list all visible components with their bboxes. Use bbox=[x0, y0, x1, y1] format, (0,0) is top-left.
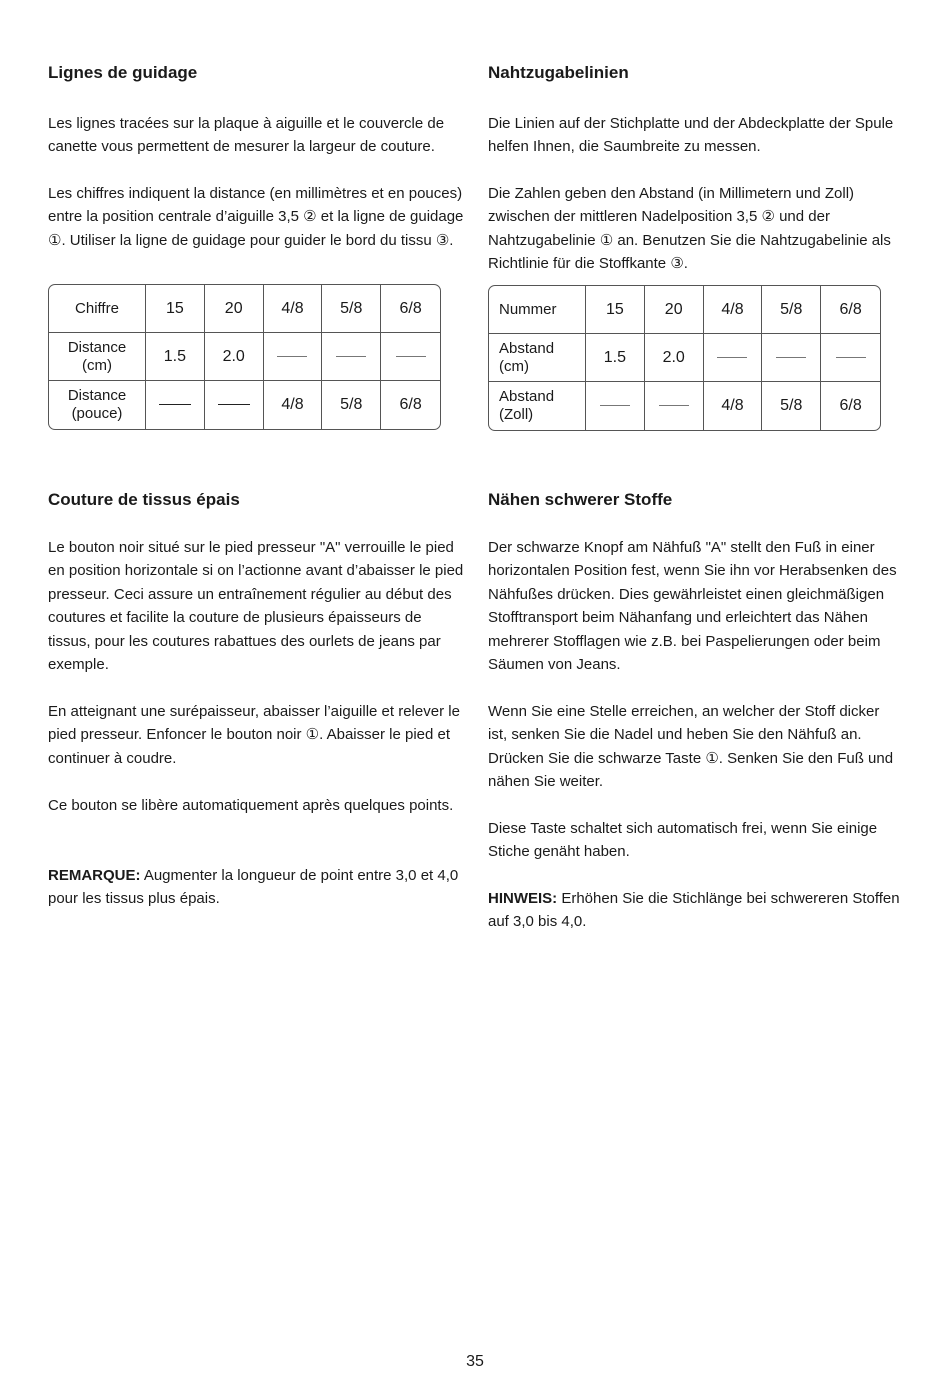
table-cell: Abstand (cm) bbox=[489, 334, 586, 382]
table-cell bbox=[762, 334, 821, 382]
table-cell: 5/8 bbox=[322, 381, 381, 429]
table-cell: 5/8 bbox=[762, 286, 821, 334]
heading-couture-tissus-epais: Couture de tissus épais bbox=[48, 490, 240, 509]
table-cell: 4/8 bbox=[264, 285, 323, 333]
note-text: Erhöhen Sie die Stichlänge bei schwereren Stoffen auf 3,0 bis 4,0. bbox=[488, 890, 900, 931]
note-label: REMARQUE: bbox=[48, 867, 141, 884]
table-cell bbox=[645, 382, 704, 430]
dash-mark bbox=[600, 405, 630, 406]
table-cell: 20 bbox=[645, 286, 704, 334]
table-cell bbox=[205, 381, 264, 429]
table-cell: Chiffre bbox=[49, 285, 146, 333]
paragraph-note bbox=[488, 887, 900, 934]
table-cell: 1.5 bbox=[146, 333, 205, 381]
table-cell bbox=[381, 333, 440, 381]
paragraph-guide-numbers: Les chiffres indiquent la distance (en millimètres et en pouces) entre la position centrale d’aiguille 3,5 ② et la ligne de guidage ①. Utiliser la ligne de guidage pour guider le bord du tissu ③. bbox=[48, 185, 464, 249]
paragraph-heavy-steps: Wenn Sie eine Stelle erreichen, an welcher der Stoff dicker ist, senken Sie die Nadel und heben Sie den Nähfuß an. Drücken Sie die schwarze Taste ①. Senken Sie den Fuß und nähen Sie weiter. bbox=[488, 703, 894, 791]
table-cell bbox=[704, 334, 763, 382]
table-cell: 15 bbox=[586, 286, 645, 334]
table-row-abstand-cm bbox=[489, 334, 880, 382]
note-label: HINWEIS: bbox=[488, 890, 558, 907]
table-cell: 2.0 bbox=[205, 333, 264, 381]
dash-mark bbox=[396, 356, 426, 357]
dash-mark bbox=[159, 404, 191, 405]
paragraph-heavy-intro: Der schwarze Knopf am Nähfuß "A" stellt den Fuß in einer horizontalen Position fest, wenn Sie ihn vor Herabsenken des Nähfußes drücken. Dies gewährleistet einen gleichmäßigen Stofftransport beim Nähanfang und erleichtert das Nähen mehrerer Stofflagen wie z.B. bei Paspelierungen oder beim Säumen von Jeans. bbox=[488, 539, 897, 674]
heading-lignes-de-guidage: Lignes de guidage bbox=[48, 63, 198, 82]
table-cell: 6/8 bbox=[399, 396, 422, 413]
paragraph-guide-numbers: Die Zahlen geben den Abstand (in Millimetern und Zoll) zwischen der mittleren Nadelposition 3,5 ② und der Nahtzugabelinie ① an. Benutzen Sie die Nahtzugabelinie als Richtlinie für die Stoffkante ③. bbox=[488, 185, 891, 273]
page-number: 35 bbox=[466, 1353, 484, 1370]
table-cell bbox=[322, 333, 381, 381]
table-row-abstand-zoll bbox=[489, 382, 880, 430]
table-cell: Nummer bbox=[489, 286, 586, 334]
table-row-nummer bbox=[489, 286, 880, 334]
table-cell: 4/8 bbox=[264, 381, 323, 429]
table-cell: Distance (pouce) bbox=[49, 381, 146, 429]
table-cell: 2.0 bbox=[645, 334, 704, 382]
table-cell bbox=[264, 333, 323, 381]
paragraph-heavy-release: Ce bouton se libère automatiquement après quelques points. bbox=[48, 797, 454, 814]
table-cell: 20 bbox=[205, 285, 264, 333]
table-cell: 6/8 bbox=[821, 286, 880, 334]
dash-mark bbox=[336, 356, 366, 357]
dash-mark bbox=[717, 357, 747, 358]
table-cell: 15 bbox=[146, 285, 205, 333]
table-cell: 6/8 bbox=[839, 397, 862, 414]
heading-nahtzugabelinien: Nahtzugabelinien bbox=[488, 63, 629, 82]
table-cell: 5/8 bbox=[762, 382, 821, 430]
table-row-distance-cm bbox=[49, 333, 440, 381]
dash-mark bbox=[218, 404, 250, 405]
table-cell bbox=[586, 382, 645, 430]
dash-mark bbox=[836, 357, 866, 358]
paragraph-heavy-intro: Le bouton noir situé sur le pied presseur "A" verrouille le pied en position horizontale si on l’actionne avant d’abaisser le pied presseur. Ceci assure un entraînement régulier au début des coutures et facilite la couture de plusieurs épaisseurs de tissus, pour les coutures rabattues des ourlets de jeans par exemple. bbox=[48, 539, 464, 674]
guide-table bbox=[488, 285, 881, 431]
table-cell: Distance (cm) bbox=[49, 333, 146, 381]
table-cell: 1.5 bbox=[586, 334, 645, 382]
guide-table bbox=[48, 284, 441, 430]
table-cell: Abstand (Zoll) bbox=[489, 382, 586, 430]
table-cell: 5/8 bbox=[322, 285, 381, 333]
table-cell: 6/8 bbox=[381, 285, 440, 333]
dash-mark bbox=[659, 405, 689, 406]
dash-mark bbox=[776, 357, 806, 358]
heading-naehen-schwerer-stoffe: Nähen schwerer Stoffe bbox=[488, 490, 673, 509]
note-text: Augmenter la longueur de point entre 3,0 et 4,0 pour les tissus plus épais. bbox=[48, 867, 459, 908]
table-cell: 4/8 bbox=[704, 382, 763, 430]
table-row-distance-pouce bbox=[49, 381, 440, 429]
table-cell bbox=[821, 334, 880, 382]
table-cell bbox=[146, 381, 205, 429]
paragraph-heavy-steps: En atteignant une surépaisseur, abaisser l’aiguille et relever le pied presseur. Enfoncer le bouton noir ①. Abaisser le pied et continuer à coudre. bbox=[48, 703, 460, 767]
paragraph-guide-intro: Die Linien auf der Stichplatte und der Abdeckplatte der Spule helfen Ihnen, die Saumbreite zu messen. bbox=[488, 115, 894, 156]
table-row-chiffre bbox=[49, 285, 440, 333]
paragraph-note bbox=[48, 864, 464, 911]
paragraph-heavy-release: Diese Taste schaltet sich automatisch frei, wenn Sie einige Stiche genäht haben. bbox=[488, 820, 878, 861]
dash-mark bbox=[277, 356, 307, 357]
table-cell: 4/8 bbox=[704, 286, 763, 334]
paragraph-guide-intro: Les lignes tracées sur la plaque à aiguille et le couvercle de canette vous permettent de mesurer la largeur de couture. bbox=[48, 115, 445, 156]
